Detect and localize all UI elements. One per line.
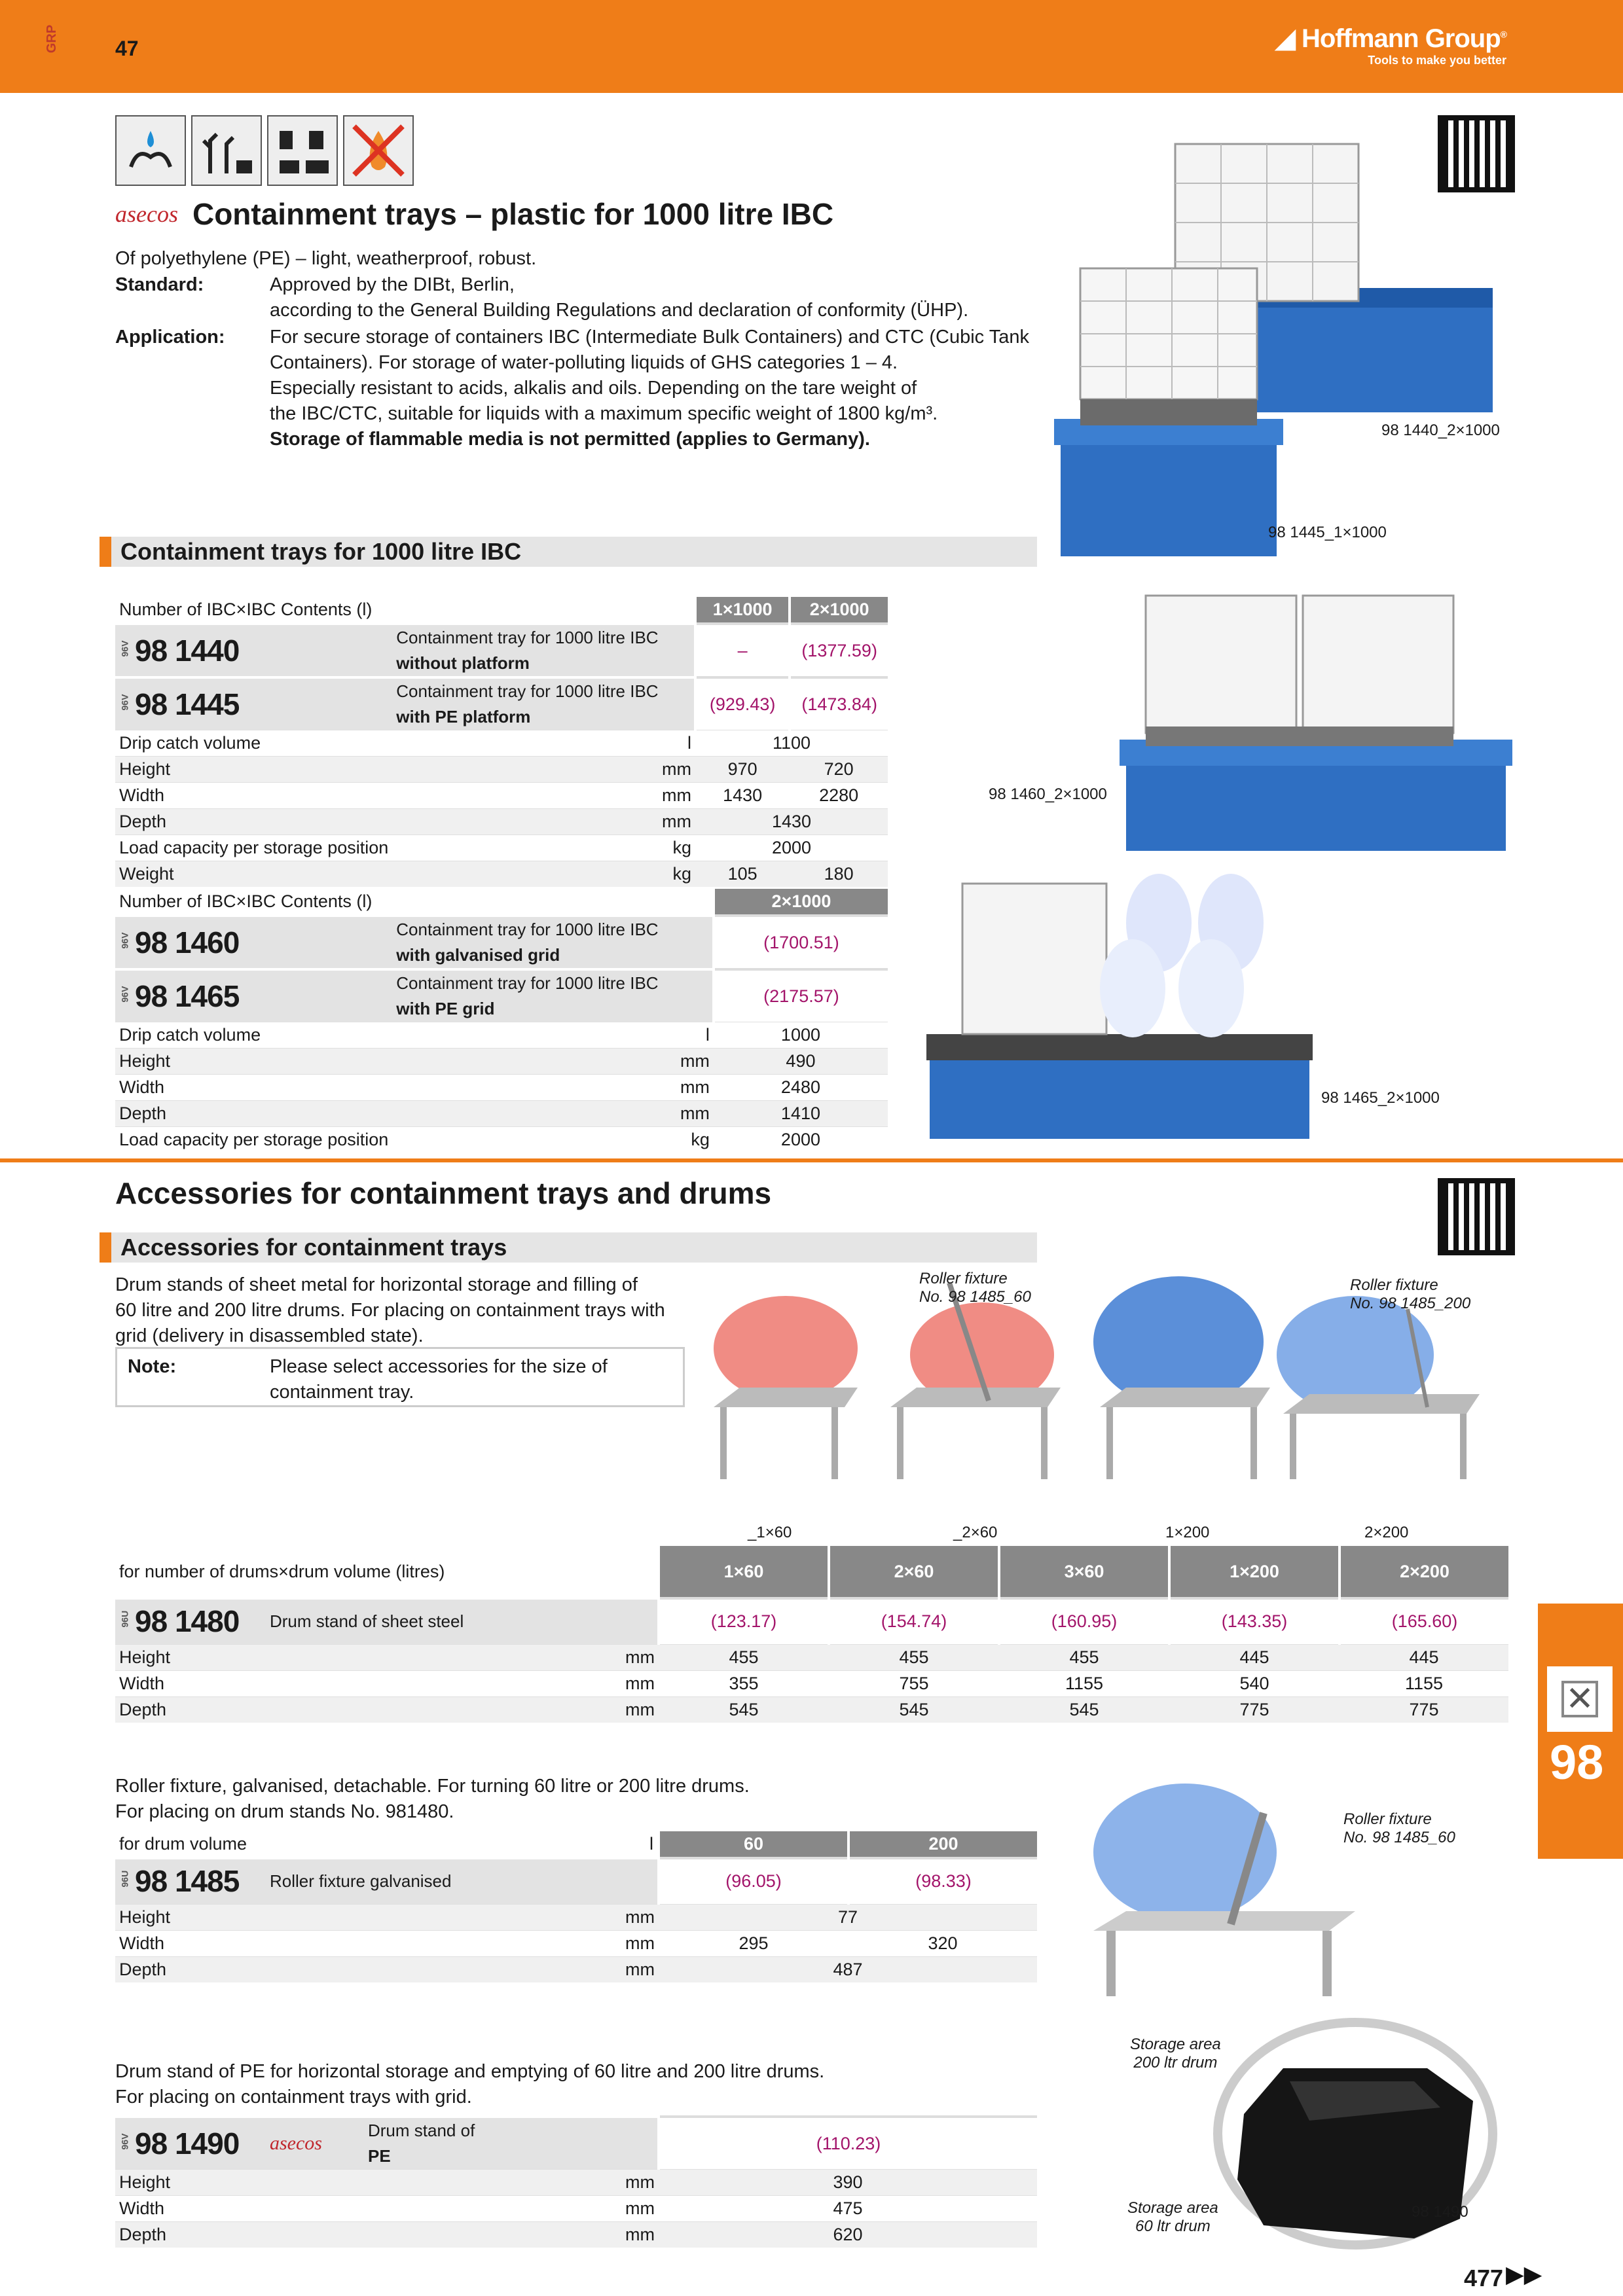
spec-unit: l (392, 1022, 714, 1049)
spec-value: 355 (659, 1670, 829, 1696)
logo-icon: ◢ (1275, 24, 1295, 53)
article-description: Drum stand of sheet steel (266, 1598, 659, 1644)
chapter-tab[interactable] (1538, 1604, 1623, 1859)
image-caption-981465: 98 1465_2×1000 (1321, 1089, 1440, 1107)
drum-stand-1x200 (1093, 1276, 1270, 1479)
spec-unit: mm (266, 1670, 659, 1696)
side-label: GRP (45, 24, 60, 54)
spec-unit: mm (392, 1049, 714, 1075)
ibc-tray-photo-top (1048, 131, 1519, 563)
spec-value: 455 (829, 1644, 999, 1670)
article-description: Containment tray for 1000 litre IBC with PE platform (392, 677, 695, 730)
column-header: 200 (848, 1831, 1037, 1858)
spec-unit: mm (266, 1956, 659, 1982)
price-cell: (1377.59) (790, 624, 888, 677)
spec-label: Load capacity per storage position (115, 1127, 392, 1153)
spec-unit: mm (266, 2196, 659, 2222)
table-header-label: for number of drums×drum volume (litres) (115, 1546, 659, 1598)
spec-value: 2000 (695, 835, 888, 861)
spec-value: 1100 (695, 730, 888, 757)
pe-stand-text: Drum stand of PE for horizontal storage and emptying of 60 litre and 200 litre drums. For placing on containment trays with grid. (115, 2061, 825, 2108)
column-header: 2×60 (829, 1546, 999, 1598)
spec-value: 180 (790, 861, 888, 888)
spec-label: Width (115, 1075, 392, 1101)
price-cell: (1700.51) (714, 916, 888, 969)
image-caption-981445: 98 1445_1×1000 (1268, 524, 1387, 541)
pe-caption-top: Storage area 200 ltr drum (1130, 2036, 1221, 2072)
article-number[interactable]: 96V 98 1490 (115, 2117, 266, 2170)
pe-caption-number: 98 1490 (1412, 2203, 1468, 2221)
spec-label: Height (115, 1644, 266, 1670)
drum-stand-2x60 (890, 1283, 1061, 1479)
spec-label: Depth (115, 1101, 392, 1127)
spec-label: Width (115, 783, 392, 809)
spec-label: Depth (115, 1696, 266, 1723)
article-number[interactable]: 96U 98 1480 (115, 1598, 266, 1644)
spec-unit: mm (266, 2222, 659, 2248)
spec-unit: mm (266, 2170, 659, 2196)
hazard-icons (115, 115, 414, 186)
ibc-tray-photo-981460 (1113, 583, 1519, 864)
spec-value: 105 (695, 861, 790, 888)
roller-fixture-photo (1087, 1761, 1375, 2009)
brand-tagline: Tools to make you better (1368, 54, 1506, 67)
application-text: For secure storage of containers IBC (Intermediate Bulk Containers) and CTC (Cubic Tank Containers). For storage of water-polluting liquids of GHS categories 1 – 4. Especially resistant to acids, alkalis and oils. Depending on the tare weight of the IBC/CTC, suitable for liquids with a maximum specific weight of 1800 kg/m³. Storage of flammable media is not permitted (applies to Germany). (270, 327, 1029, 450)
application-label: Application: (115, 327, 225, 348)
spec-value: 1000 (714, 1022, 888, 1049)
roller-caption: Roller fixture No. 98 1485_60 (1343, 1810, 1455, 1846)
price-cell: (160.95) (999, 1598, 1169, 1644)
article-number[interactable]: 96V 98 1460 (115, 916, 392, 969)
price-cell: (154.74) (829, 1598, 999, 1644)
note-text: Please select accessories for the size of containment tray. (270, 1356, 608, 1403)
article-description: Roller fixture galvanised (266, 1858, 659, 1904)
spec-value: 2000 (714, 1127, 888, 1153)
spec-value: 620 (659, 2222, 1037, 2248)
spec-label: Width (115, 1930, 266, 1956)
spec-unit: kg (392, 861, 695, 888)
corrosive-icon (267, 115, 338, 186)
spec-value: 445 (1340, 1644, 1508, 1670)
spec-value: 720 (790, 757, 888, 783)
page-number: 47 (115, 37, 139, 60)
note-box (115, 1347, 685, 1407)
spec-label: Drip catch volume (115, 1022, 392, 1049)
spec-label: Width (115, 2196, 266, 2222)
roller-caption-1: Roller fixture No. 98 1485_60 (919, 1270, 1031, 1306)
article-number[interactable]: 96V 98 1465 (115, 969, 392, 1022)
section-header-containment-trays: Containment trays for 1000 litre IBC (100, 537, 1037, 567)
price-cell: (929.43) (695, 677, 790, 730)
spec-unit: l (266, 1831, 659, 1858)
spec-label: Height (115, 2170, 266, 2196)
table-header-label: Number of IBC×IBC Contents (l) (115, 889, 714, 916)
price-cell: (143.35) (1169, 1598, 1340, 1644)
chapter-close-icon: ✕ (1547, 1666, 1613, 1732)
table-containment-1 (115, 597, 888, 887)
table-pe-drum-stand (115, 2115, 1037, 2248)
spec-value: 1155 (1340, 1670, 1508, 1696)
spec-label: Weight (115, 861, 392, 888)
spec-value: 545 (999, 1696, 1169, 1723)
spec-value: 970 (695, 757, 790, 783)
spec-value: 775 (1169, 1696, 1340, 1723)
article-number[interactable]: 96V 98 1440 (115, 624, 392, 677)
product-title: Containment trays – plastic for 1000 litre IBC (192, 197, 834, 231)
roller-caption-2: Roller fixture No. 98 1485_200 (1350, 1276, 1471, 1312)
table-containment-2 (115, 889, 888, 1153)
spec-value: 445 (1169, 1644, 1340, 1670)
price-cell: (165.60) (1340, 1598, 1508, 1644)
spec-unit: l (392, 730, 695, 757)
spec-label: Height (115, 757, 392, 783)
pe-caption-bottom: Storage area 60 ltr drum (1127, 2199, 1218, 2235)
hands-drop-icon (115, 115, 186, 186)
spec-value: 455 (999, 1644, 1169, 1670)
spec-unit: mm (392, 1075, 714, 1101)
spec-unit: mm (392, 783, 695, 809)
accessories-title: Accessories for containment trays and drums (115, 1176, 772, 1210)
article-description: Containment tray for 1000 litre IBC without platform (392, 624, 695, 677)
drum-caption: _1×60 (748, 1524, 792, 1541)
spec-value: 475 (659, 2196, 1037, 2222)
spec-unit: mm (266, 1930, 659, 1956)
spec-value: 295 (659, 1930, 848, 1956)
chapter-number: 98 (1550, 1735, 1604, 1789)
spec-value: 545 (659, 1696, 829, 1723)
spec-label: Drip catch volume (115, 730, 392, 757)
standard-text-1: Approved by the DIBt, Berlin, (270, 274, 515, 295)
spec-value: 2480 (714, 1075, 888, 1101)
price-cell: (96.05) (659, 1858, 848, 1904)
ibc-tray-photo-981465 (923, 870, 1316, 1145)
spec-value: 775 (1340, 1696, 1508, 1723)
spec-unit: mm (392, 757, 695, 783)
standard-label: Standard: (115, 274, 204, 295)
qr-code-icon[interactable] (1438, 1178, 1515, 1255)
drum-caption: 2×200 (1364, 1524, 1409, 1541)
spec-value: 77 (659, 1904, 1037, 1930)
drum-caption: 1×200 (1165, 1524, 1210, 1541)
table-drum-stand (115, 1546, 1508, 1723)
spec-value: 487 (659, 1956, 1037, 1982)
article-description: Drum stand of PE (364, 2117, 659, 2170)
article-number[interactable]: 96U 98 1485 (115, 1858, 266, 1904)
spec-unit: kg (392, 1127, 714, 1153)
image-caption-981440: 98 1440_2×1000 (1381, 422, 1500, 439)
spec-label: Load capacity per storage position (115, 835, 392, 861)
spec-label: Depth (115, 809, 392, 835)
next-page-icon[interactable]: ▶▶ (1506, 2261, 1542, 2287)
asecos-logo: asecos (266, 2117, 364, 2170)
spec-unit: mm (266, 1696, 659, 1723)
spec-value: 1155 (999, 1670, 1169, 1696)
spec-value: 1430 (695, 809, 888, 835)
spec-value: 490 (714, 1049, 888, 1075)
spec-value: 545 (829, 1696, 999, 1723)
column-header: 2×1000 (714, 889, 888, 916)
section-divider (0, 1158, 1623, 1162)
column-header: 2×1000 (790, 597, 888, 624)
spec-label: Width (115, 1670, 266, 1696)
table-roller-fixture (115, 1831, 1037, 1982)
standard-text-2: according to the General Building Regulations and declaration of conformity (ÜHP). (270, 300, 969, 321)
article-number[interactable]: 96V 98 1445 (115, 677, 392, 730)
article-description: Containment tray for 1000 litre IBC with PE grid (392, 969, 714, 1022)
roller-text: Roller fixture, galvanised, detachable. For turning 60 litre or 200 litre drums. For placing on drum stands No. 981480. (115, 1776, 750, 1822)
product-intro: Of polyethylene (PE) – light, weatherproof, robust. (115, 248, 537, 269)
table-header-label: Number of IBC×IBC Contents (l) (115, 597, 695, 624)
product-title-row (115, 196, 833, 232)
note-label: Note: (128, 1356, 177, 1377)
price-cell: – (695, 624, 790, 677)
spec-label: Depth (115, 1956, 266, 1982)
spec-value: 1430 (695, 783, 790, 809)
column-header: 1×200 (1169, 1546, 1340, 1598)
spec-label: Height (115, 1904, 266, 1930)
drum-stand-2x200 (1277, 1296, 1480, 1479)
price-cell: (110.23) (659, 2117, 1037, 2170)
drum-caption: _2×60 (953, 1524, 998, 1541)
article-description: Containment tray for 1000 litre IBC with galvanised grid (392, 916, 714, 969)
spec-unit: mm (266, 1644, 659, 1670)
spec-value: 455 (659, 1644, 829, 1670)
column-header: 1×60 (659, 1546, 829, 1598)
image-caption-981460: 98 1460_2×1000 (989, 785, 1107, 803)
spec-unit: kg (392, 835, 695, 861)
asecos-logo: asecos (115, 201, 178, 227)
spec-value: 2280 (790, 783, 888, 809)
header-bar (0, 0, 1623, 93)
column-header: 1×1000 (695, 597, 790, 624)
spec-value: 540 (1169, 1670, 1340, 1696)
drum-stand-1x60 (714, 1296, 858, 1479)
table-header-label: for drum volume (115, 1831, 266, 1858)
accessories-text: Drum stands of sheet metal for horizontal storage and filling of 60 litre and 200 litre drums. For placing on containment trays with grid (delivery in disassembled state). (115, 1274, 665, 1346)
column-header: 3×60 (999, 1546, 1169, 1598)
no-flammable-icon (343, 115, 414, 186)
column-header: 60 (659, 1831, 848, 1858)
spec-label: Depth (115, 2222, 266, 2248)
spec-unit: mm (266, 1904, 659, 1930)
brand-logo: ◢ Hoffmann Group® Tools to make you better (1275, 24, 1506, 67)
price-cell: (1473.84) (790, 677, 888, 730)
environment-hazard-icon (191, 115, 262, 186)
spec-unit: mm (392, 1101, 714, 1127)
section-header-accessories: Accessories for containment trays (100, 1232, 1037, 1263)
column-header: 2×200 (1340, 1546, 1508, 1598)
price-cell: (98.33) (848, 1858, 1037, 1904)
spec-value: 390 (659, 2170, 1037, 2196)
spec-unit: mm (392, 809, 695, 835)
spec-value: 320 (848, 1930, 1037, 1956)
price-cell: (2175.57) (714, 969, 888, 1022)
spec-value: 1410 (714, 1101, 888, 1127)
price-cell: (123.17) (659, 1598, 829, 1644)
spec-value: 755 (829, 1670, 999, 1696)
spec-label: Height (115, 1049, 392, 1075)
footer-page-number: 477 (1464, 2265, 1504, 2291)
